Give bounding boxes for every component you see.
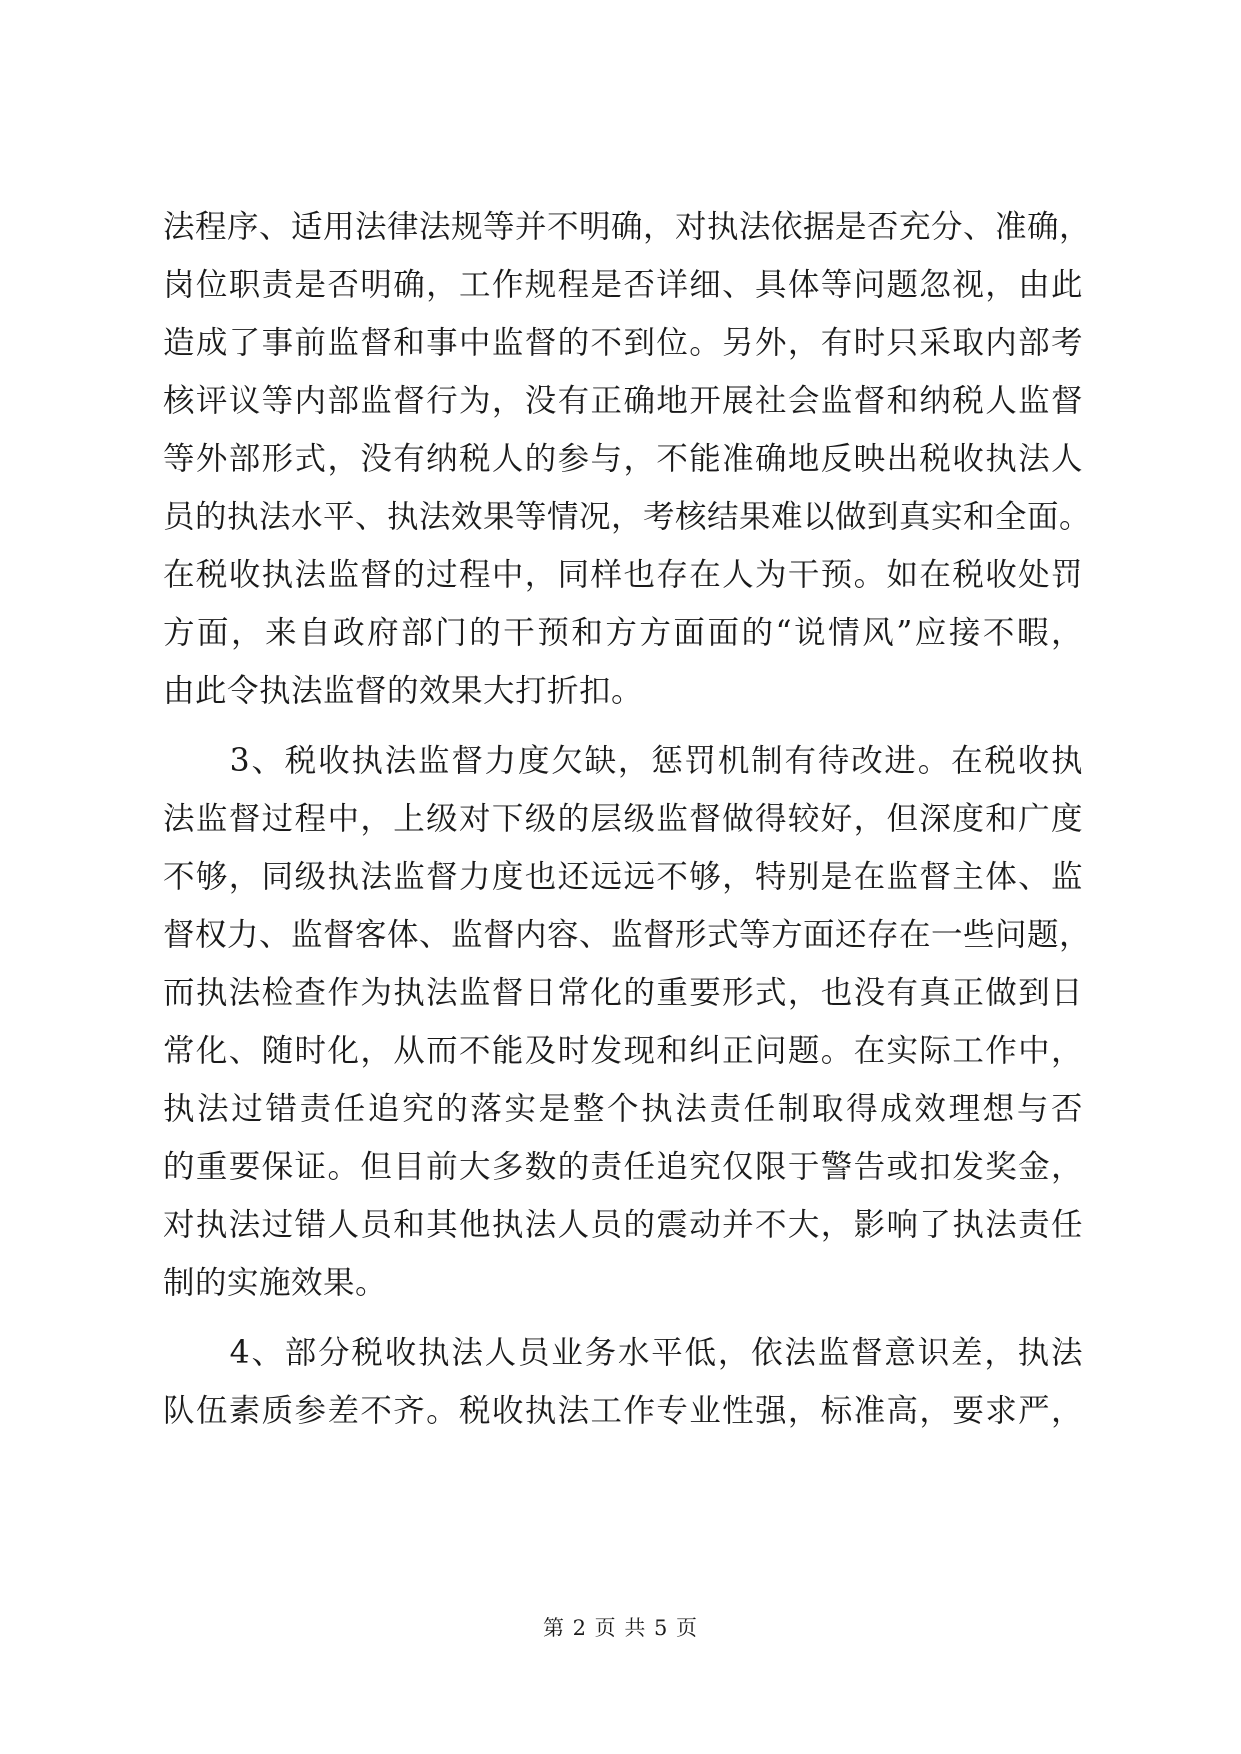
- text-line: 制的实施效果。: [163, 1265, 388, 1301]
- text-line: 法监督过程中，上级对下级的层级监督做得较好，但深度和广度: [163, 801, 1083, 837]
- text-line: 队伍素质参差不齐。税收执法工作专业性强，标准高，要求严，: [163, 1393, 1083, 1429]
- page-number-footer: 第 2 页 共 5 页: [542, 1616, 699, 1640]
- text-line: 而执法检查作为执法监督日常化的重要形式，也没有真正做到日: [163, 975, 1083, 1011]
- text-line: 督权力、监督客体、监督内容、监督形式等方面还存在一些问题，: [163, 917, 1092, 953]
- text-line: 法程序、适用法律法规等并不明确，对执法依据是否充分、准确，: [163, 209, 1092, 245]
- paragraph: [163, 1324, 1083, 1440]
- text-line: 对执法过错人员和其他执法人员的震动并不大，影响了执法责任: [163, 1207, 1083, 1243]
- text-line: 在税收执法监督的过程中，同样也存在人为干预。如在税收处罚: [163, 557, 1083, 593]
- text-line: 的重要保证。但目前大多数的责任追究仅限于警告或扣发奖金，: [163, 1149, 1083, 1185]
- paragraph-spacing: [163, 1312, 1083, 1324]
- paragraph: [163, 732, 1092, 1312]
- paragraph: [163, 198, 1092, 720]
- text-line: 常化、随时化，从而不能及时发现和纠正问题。在实际工作中，: [163, 1033, 1083, 1069]
- paragraph-spacing: [163, 720, 1083, 732]
- text-line: 岗位职责是否明确，工作规程是否详细、具体等问题忽视，由此: [163, 267, 1083, 303]
- text-line: 不够，同级执法监督力度也还远远不够，特别是在监督主体、监: [163, 859, 1083, 895]
- text-line: 方面，来自政府部门的干预和方方面面的“说情风”应接不暇，: [163, 615, 1083, 651]
- text-line: 核评议等内部监督行为，没有正确地开展社会监督和纳税人监督: [163, 383, 1083, 419]
- text-line: 执法过错责任追究的落实是整个执法责任制取得成效理想与否: [163, 1091, 1083, 1127]
- document-body: [163, 198, 1092, 1440]
- text-line: 由此令执法监督的效果大打折扣。: [163, 673, 644, 709]
- text-line: 等外部形式，没有纳税人的参与，不能准确地反映出税收执法人: [163, 441, 1083, 477]
- text-line: 4、部分税收执法人员业务水平低，依法监督意识差，执法: [163, 1335, 1083, 1371]
- text-line: 造成了事前监督和事中监督的不到位。另外，有时只采取内部考: [163, 325, 1083, 361]
- text-line: 3、税收执法监督力度欠缺，惩罚机制有待改进。在税收执: [163, 743, 1083, 779]
- text-line: 员的执法水平、执法效果等情况，考核结果难以做到真实和全面。: [163, 499, 1092, 535]
